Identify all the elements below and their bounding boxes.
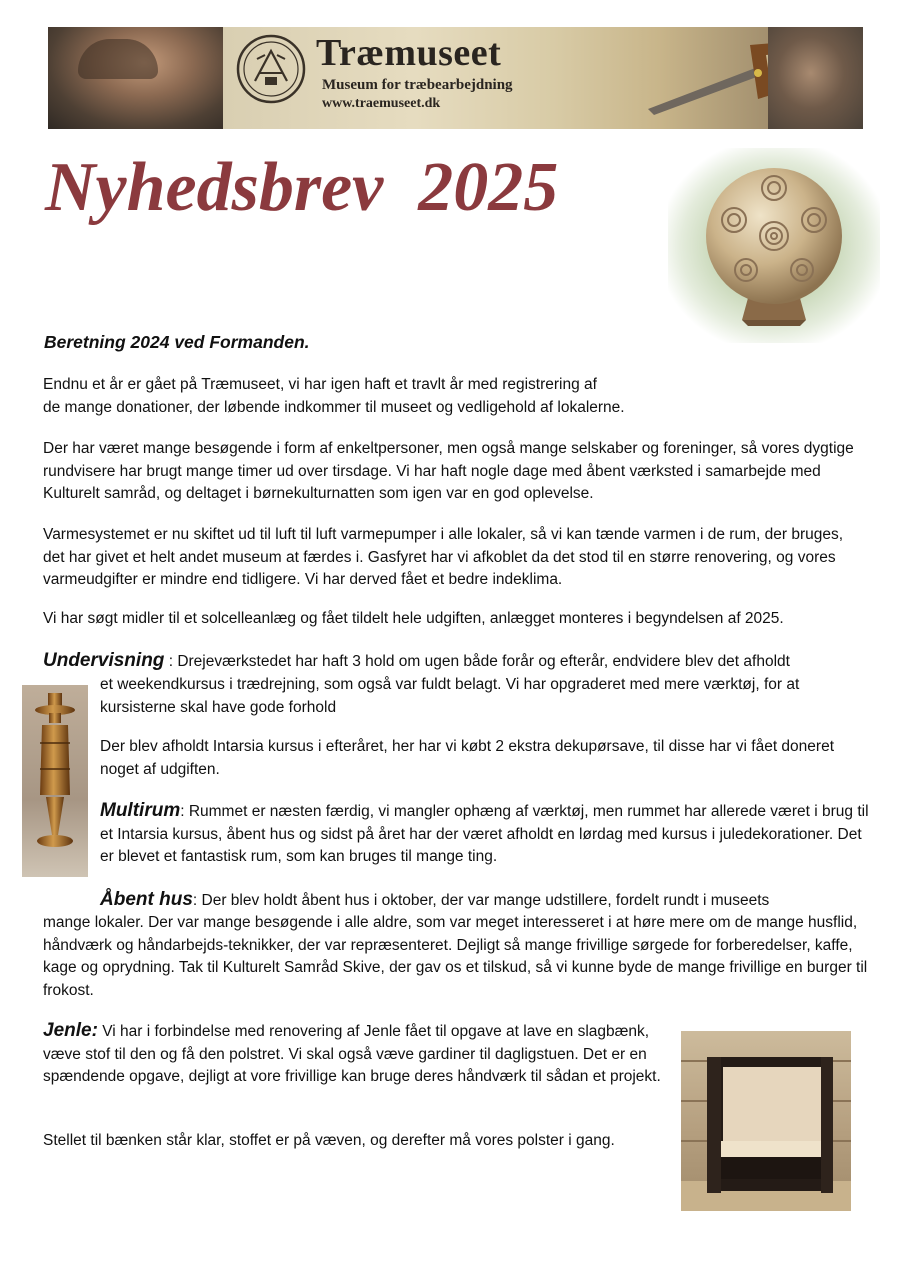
banner-photo-left [48,27,223,129]
section-multirum [100,800,870,869]
wooden-sphere-photo [668,148,880,343]
section-undervisning [43,650,873,674]
newsletter-title: Nyhedsbrev 2025 [45,149,559,226]
section-jenle [43,1020,663,1089]
paragraph-visitors: Der har været mange besøgende i form af enkeltpersoner, men også mange selskaber og foreninger, så vores dygtige rundvisere har brugt mange timer ud over tirsdage. Vi har haft nogle dage med åbent værksted i samarbejde med Kulturelt samråd, og deltaget i børnekulturnatten som igen var en god oplevelse. [43,440,854,503]
paragraph-intro [43,374,863,419]
museum-seal-logo [235,33,307,105]
paragraph-intro-line2: de mange donationer, der løbende indkommer til museet og vedligehold af lokalerne. [43,398,625,416]
jenle-text: Vi har i forbindelse med renovering af Jenle fået til opgave at lave en slagbænk, væve stof til den og få den polstret. Vi skal også væve gardiner til dagligstuen. Det er en spændende opgave, dejligt at vore frivillige kan bruge deres håndværk til sådan et projekt. [43,1023,661,1086]
brand-url: www.traemuseet.dk [322,96,441,111]
section-aabent-hus [100,889,890,913]
undervisning-text: et weekendkursus i trædrejning, som også var fuldt belagt. Vi har opgraderet med mere værktøj, for at kursisterne skal have gode forhold [100,676,800,716]
jenle-heading: Jenle: [43,1020,98,1041]
multirum-text: : Rummet er næsten færdig, vi mangler ophæng af værktøj, men rummet har allerede været i brug til et Intarsia kursus, åbent hus og sidst på året har der været afholdt en lørdag med kursus i juledekorationer. Det er blevet et fantastisk rum, som kan bruges til mange ting. [100,803,869,866]
brand-name: Træmuseet [316,32,502,74]
paragraph-intro-line1: Endnu et år er gået på Træmuseet, vi har igen haft et travlt år med registrering af [43,376,597,393]
undervisning-line1: : Drejeværkstedet har haft 3 hold om ugen både forår og efterår, endvidere blev det afholdt [164,653,790,670]
turned-candlestick-photo [22,685,88,877]
paragraph-intarsia: Der blev afholdt Intarsia kursus i efteråret, her har vi købt 2 ekstra dekupørsave, til disse har vi fået doneret noget af udgiften. [100,738,835,778]
report-heading: Beretning 2024 ved Formanden. [44,332,310,352]
paragraph-heating: Varmesystemet er nu skiftet ud til luft til luft varmepumper i alle lokaler, så vi kan tænde varmen i de rum, der bruges, det har givet et helt andet museum at færdes i. Gasfyret har vi afkoblet da det stod til en større renovering, og vores varmeudgifter er mindre end tidligere. Vi har derved fået et bedre indeklima. [43,526,844,589]
undervisning-heading: Undervisning [43,650,165,671]
brand-subtitle: Museum for træbearbejdning [322,77,513,93]
bench-photo [681,1031,851,1211]
aabent-hus-text: mange lokaler. Der var mange besøgende i alle aldre, som var meget interesseret i at høre mere om de mange husflid, håndværk og håndarbejds-teknikker, der var repræsenteret. Dejligt så mange frivillige sørgede for forberedelser, kaffe, kage og oprydning. Tak til Kulturelt Samråd Skive, der gav os et tilskud, så vi kunne byde de mange frivillige en burger til frokost. [43,914,868,999]
paragraph-solar: Vi har søgt midler til et solcelleanlæg og fået tildelt hele udgiften, anlægget monteres i begyndelsen af 2025. [43,610,784,627]
aabent-hus-line1: : Der blev holdt åbent hus i oktober, der var mange udstillere, fordelt rundt i museets [192,892,770,909]
banner-photo-right [768,27,863,129]
paragraph-bench: Stellet til bænken står klar, stoffet er på væven, og derefter må vores polster i gang. [43,1132,615,1149]
aabent-hus-heading: Åbent hus [100,889,193,910]
multirum-heading: Multirum [100,800,181,821]
header-banner [48,27,863,129]
